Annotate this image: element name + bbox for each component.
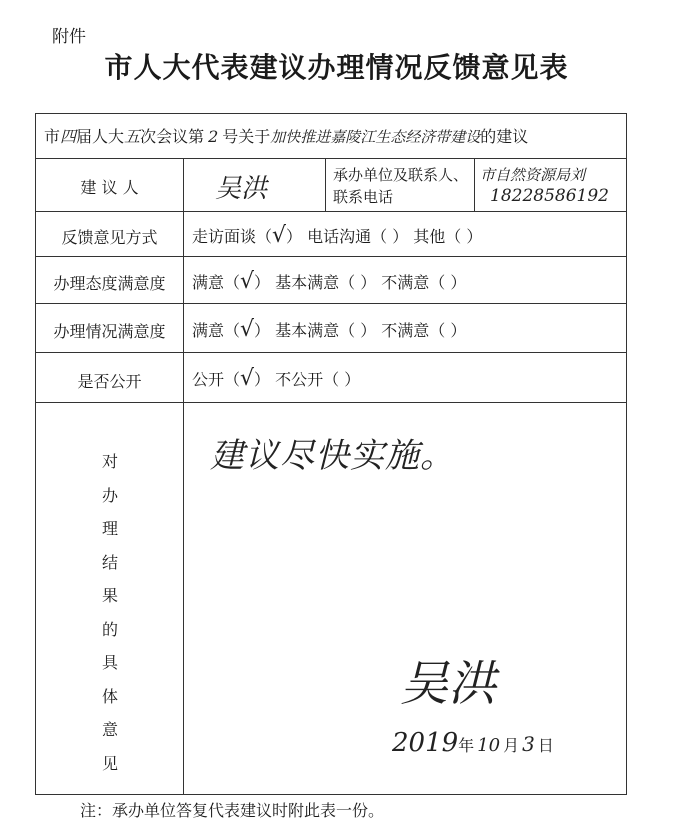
handling-unit-contact: 市自然资源局刘 xyxy=(480,166,586,184)
option-not-public: ） 不公开（ ） xyxy=(254,370,361,389)
column-divider xyxy=(325,158,326,211)
feedback-method-label: 反馈意见方式 xyxy=(61,228,158,247)
attachment-label: 附件 xyxy=(52,27,86,47)
label-char: 果 xyxy=(101,586,118,605)
signature: 吴洪 xyxy=(400,656,497,712)
checkmark-icon: √ xyxy=(240,269,255,294)
column-divider xyxy=(183,158,184,795)
checkmark-icon: √ xyxy=(272,223,287,248)
label-char: 办 xyxy=(101,485,118,505)
public-options xyxy=(192,366,360,391)
handling-unit-label: 承办单位及联系人、联系电话 xyxy=(333,166,469,206)
row-divider xyxy=(35,256,627,257)
date-day-unit: 日 xyxy=(537,736,554,755)
label-char: 见 xyxy=(101,753,118,773)
session-number: 四 xyxy=(60,127,77,146)
document-title: 市人大代表建议办理情况反馈意见表 xyxy=(104,51,569,84)
feedback-method-options xyxy=(192,223,482,248)
proposal-number: 2 xyxy=(208,127,219,146)
footnote: 注：承办单位答复代表建议时附此表一份。 xyxy=(80,801,385,820)
row-divider xyxy=(35,211,627,212)
option-others: ） 基本满意（ ） 不满意（ ） xyxy=(254,273,467,292)
subject-mid3: 号关于 xyxy=(222,127,271,146)
opinion-label xyxy=(98,445,122,780)
subject-suffix: 的建议 xyxy=(480,127,529,146)
signature-date xyxy=(392,728,554,758)
date-day: 3 xyxy=(522,732,535,756)
label-char: 具 xyxy=(101,653,118,672)
opinion-text: 建议尽快实施。 xyxy=(210,436,455,476)
row-divider xyxy=(35,352,627,353)
label-char: 对 xyxy=(101,452,118,471)
result-satisfaction-label: 办理情况满意度 xyxy=(53,322,166,341)
date-year: 2019 xyxy=(392,728,459,758)
column-divider xyxy=(474,158,475,211)
row-divider xyxy=(35,303,627,304)
date-month-unit: 月 xyxy=(503,736,520,755)
proposer-name: 吴洪 xyxy=(215,174,268,204)
row-divider xyxy=(35,402,627,403)
subject-mid2: 次会议第 xyxy=(140,127,205,146)
attitude-satisfaction-label: 办理态度满意度 xyxy=(53,274,166,293)
label-char: 结 xyxy=(101,552,118,572)
label-char: 意 xyxy=(101,720,118,739)
date-month: 10 xyxy=(477,735,501,756)
date-year-unit: 年 xyxy=(458,736,475,755)
checkmark-icon: √ xyxy=(240,317,255,342)
option-visit: 走访面谈（ xyxy=(192,227,273,246)
option-satisfied: 满意（ xyxy=(192,321,241,340)
attitude-satisfaction-options xyxy=(192,269,466,294)
option-others: ） 电话沟通（ ） 其他（ ） xyxy=(286,227,483,246)
meeting-number: 五 xyxy=(124,127,141,146)
label-char: 的 xyxy=(101,619,118,639)
subject-prefix: 市 xyxy=(44,127,61,146)
subject-mid1: 届人大 xyxy=(76,127,125,146)
row-divider xyxy=(35,158,627,159)
proposal-topic: 加快推进嘉陵江生态经济带建设 xyxy=(270,128,481,146)
option-public: 公开（ xyxy=(192,370,241,389)
option-satisfied: 满意（ xyxy=(192,273,241,292)
subject-line xyxy=(44,124,528,147)
label-char: 理 xyxy=(101,519,118,538)
contact-phone: 18228586192 xyxy=(490,186,609,206)
result-satisfaction-options xyxy=(192,317,466,342)
checkmark-icon: √ xyxy=(240,366,255,391)
label-char: 体 xyxy=(101,686,118,706)
proposer-label: 建 议 人 xyxy=(80,178,139,197)
public-label: 是否公开 xyxy=(77,372,142,391)
option-others: ） 基本满意（ ） 不满意（ ） xyxy=(254,321,467,340)
